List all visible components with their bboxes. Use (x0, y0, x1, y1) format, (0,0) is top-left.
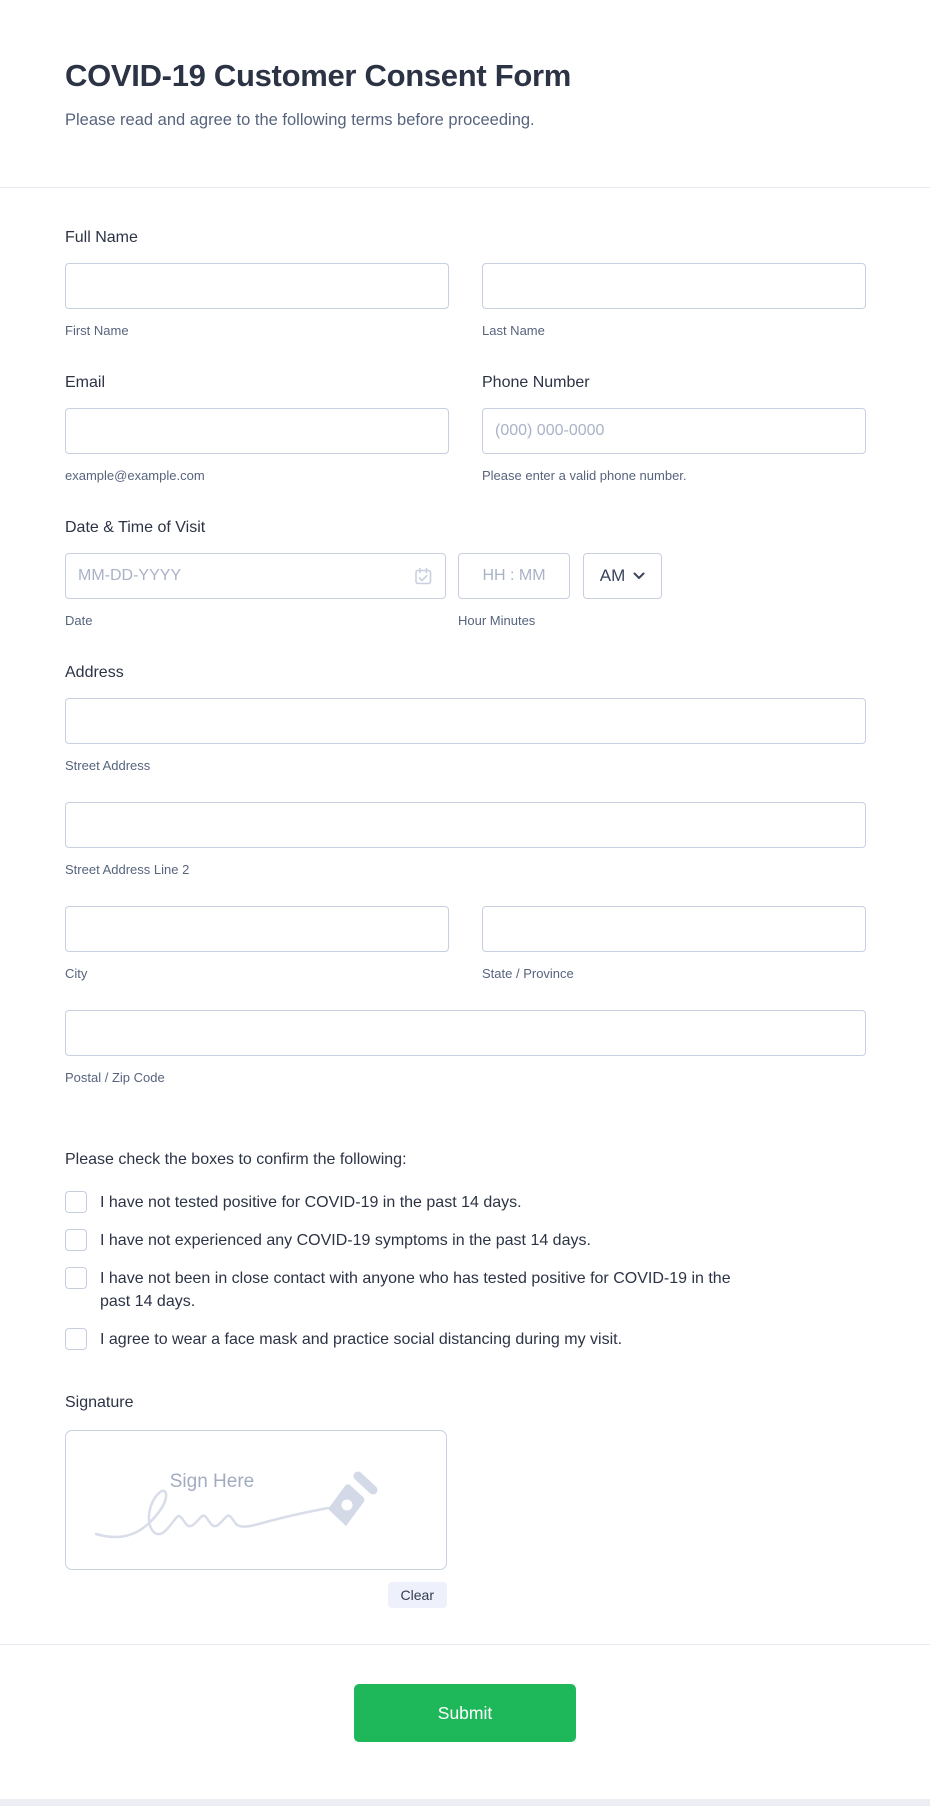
email-label: Email (65, 374, 106, 391)
full-name-label: Full Name (65, 229, 138, 246)
confirmations-label: Please check the boxes to confirm the following: (65, 1151, 407, 1168)
time-input[interactable] (458, 553, 570, 599)
signature-label: Signature (65, 1394, 134, 1411)
street-address2-sublabel: Street Address Line 2 (65, 862, 190, 877)
submit-button[interactable]: Submit (354, 1684, 576, 1742)
chevron-down-icon (633, 572, 645, 580)
ampm-value: AM (599, 566, 626, 585)
signature-squiggle (66, 1431, 448, 1571)
address-label: Address (65, 664, 124, 681)
field-full-name (65, 228, 866, 339)
ampm-select[interactable] (583, 553, 662, 599)
datetime-label: Date & Time of Visit (65, 519, 206, 536)
checkbox-4[interactable] (65, 1328, 87, 1350)
phone-label: Phone Number (482, 374, 590, 391)
phone-input[interactable] (482, 408, 866, 454)
first-name-input[interactable] (65, 263, 449, 309)
last-name-sublabel: Last Name (482, 323, 545, 338)
postal-code-sublabel: Postal / Zip Code (65, 1070, 165, 1085)
first-name-sublabel: First Name (65, 323, 129, 338)
field-address (65, 663, 866, 1086)
field-datetime (65, 518, 866, 629)
postal-code-input[interactable] (65, 1010, 866, 1056)
state-sublabel: State / Province (482, 966, 574, 981)
checkbox-3[interactable] (65, 1267, 87, 1289)
submit-row (0, 1684, 930, 1742)
checkbox-2-label[interactable]: I have not experienced any COVID-19 symptoms in the past 14 days. (100, 1232, 591, 1249)
checkbox-row-2[interactable] (65, 1229, 866, 1252)
clear-signature-button[interactable]: Clear (388, 1582, 447, 1608)
page-subtitle: Please read and agree to the following terms before proceeding. (65, 111, 535, 129)
state-input[interactable] (482, 906, 866, 952)
checkbox-3-label[interactable]: I have not been in close contact with anyone who has tested positive for COVID-19 in the past 14 days. (100, 1270, 731, 1310)
checkbox-row-1[interactable] (65, 1191, 866, 1214)
checkbox-4-label[interactable]: I agree to wear a face mask and practice social distancing during my visit. (100, 1331, 623, 1348)
form-body (0, 188, 930, 1608)
field-signature (65, 1393, 866, 1608)
checkbox-1[interactable] (65, 1191, 87, 1213)
checkbox-row-4[interactable] (65, 1328, 866, 1351)
date-input[interactable] (65, 553, 446, 599)
field-email-phone (65, 373, 866, 484)
email-input[interactable] (65, 408, 449, 454)
checkbox-2[interactable] (65, 1229, 87, 1251)
page-title: COVID-19 Customer Consent Form (65, 58, 572, 93)
checkbox-row-3[interactable] (65, 1267, 866, 1313)
last-name-input[interactable] (482, 263, 866, 309)
checkbox-1-label[interactable]: I have not tested positive for COVID-19 in the past 14 days. (100, 1194, 522, 1211)
calendar-icon[interactable] (413, 566, 433, 586)
form-header (0, 0, 930, 130)
sign-here-placeholder: Sign Here (169, 1471, 255, 1492)
street-address-input[interactable] (65, 698, 866, 744)
phone-sublabel: Please enter a valid phone number. (482, 468, 687, 483)
city-input[interactable] (65, 906, 449, 952)
street-address-sublabel: Street Address (65, 758, 151, 773)
email-sublabel: example@example.com (65, 468, 205, 483)
city-sublabel: City (65, 966, 88, 981)
time-sublabel: Hour Minutes (458, 613, 536, 628)
footer-divider (0, 1644, 930, 1645)
street-address2-input[interactable] (65, 802, 866, 848)
field-confirmations (65, 1150, 866, 1351)
date-sublabel: Date (65, 613, 93, 628)
signature-pad[interactable] (65, 1430, 447, 1570)
